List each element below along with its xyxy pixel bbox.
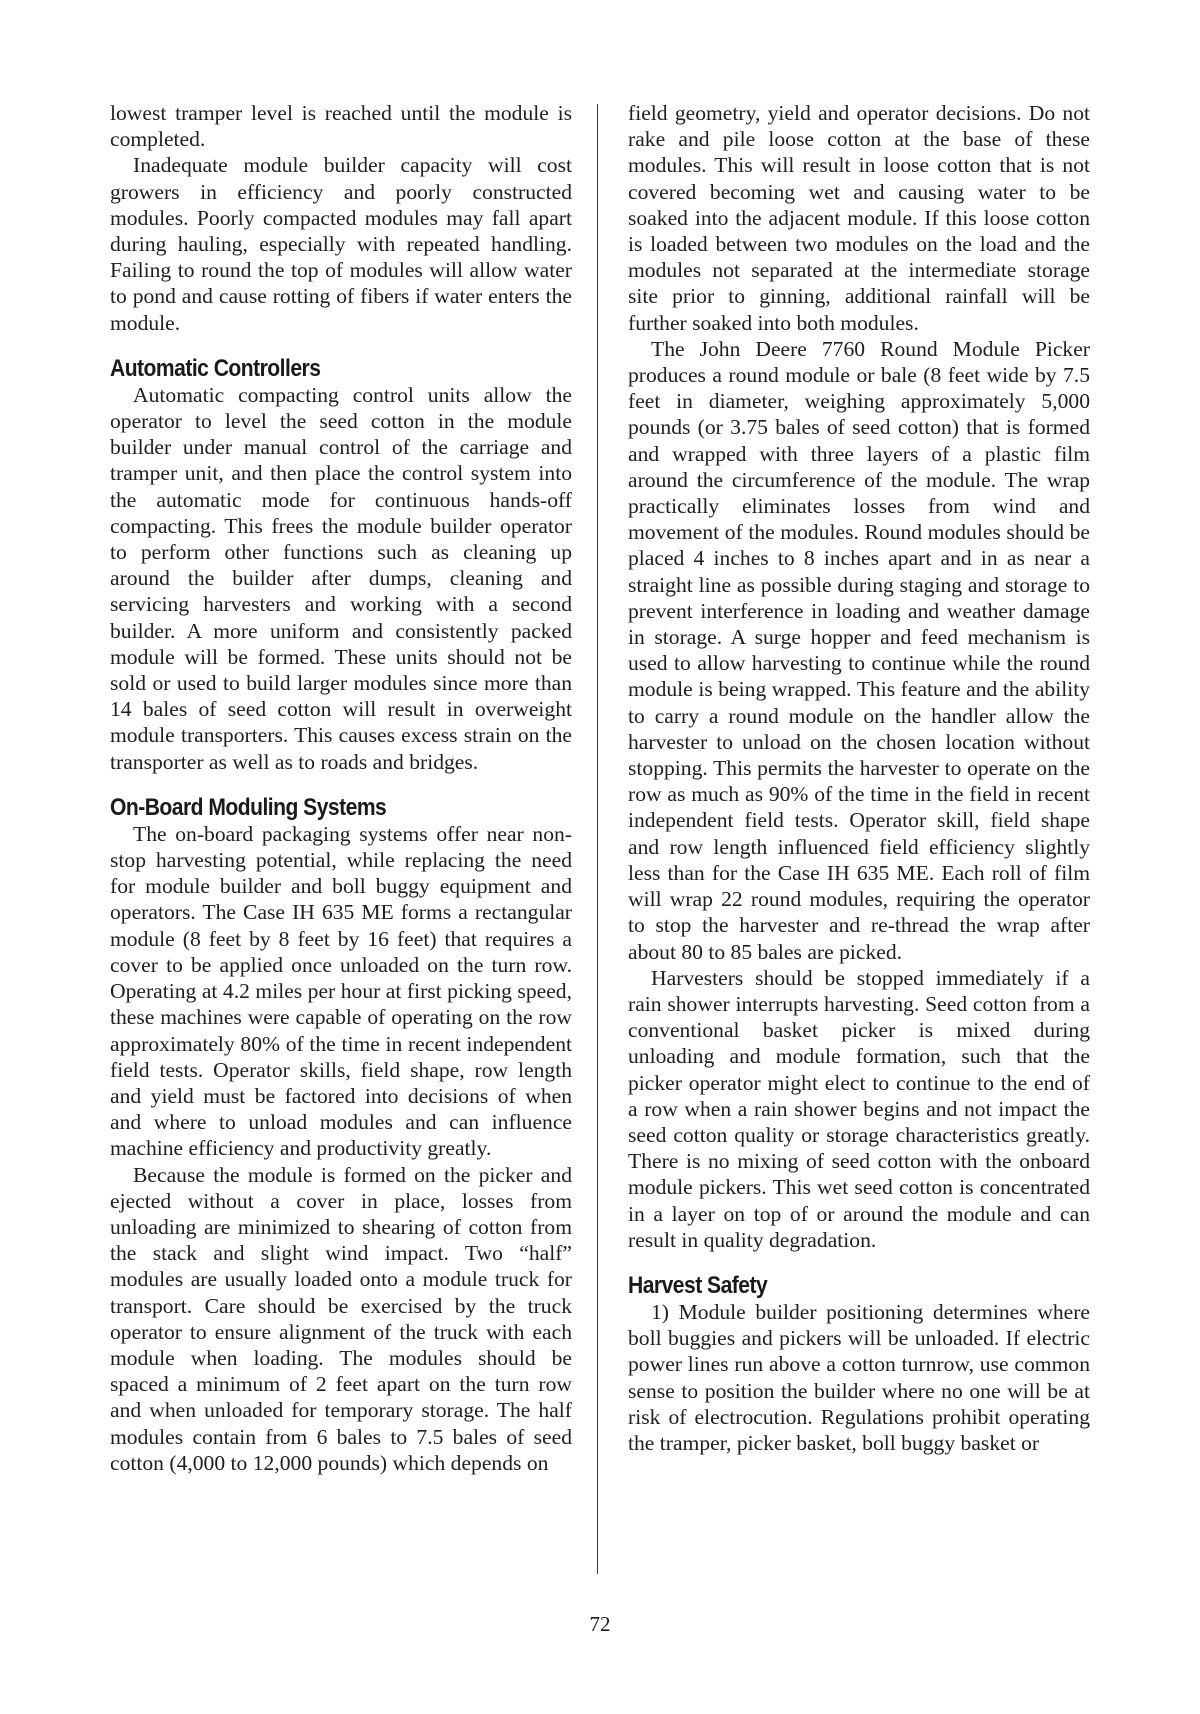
left-column — [110, 100, 572, 1476]
paragraph: The on-board packaging systems offer near non-stop harvesting potential, while replacing the need for module builder and boll buggy equipment and operators. The Case IH 635 ME forms a rectangular module (8 feet by 8 feet by 16 feet) that requires a cover to be applied once unloaded on the turn row. Operating at 4.2 miles per hour at first picking speed, these machines were capable of operating on the row approximately 80% of the time in recent independent field tests. Operator skills, field shape, row length and yield must be factored into decisions of when and where to unload modules and can influence machine efficiency and productivity greatly. — [110, 821, 572, 1161]
page-number: 72 — [589, 1612, 611, 1636]
paragraph: Inadequate module builder capacity will cost growers in efficiency and poorly constructed modules. Poorly compacted modules may fall apart during hauling, especially with repeated handling. Failing to round the top of modules will allow water to pond and cause rotting of fibers if water enters the module. — [110, 153, 572, 335]
column-divider — [597, 104, 598, 1574]
paragraph: 1) Module builder positioning determines where boll buggies and pickers will be unloaded. If electric power lines run above a cotton turnrow, use common sense to position the builder where no one will be at risk of electrocution. Regulations prohibit operating the tramper, picker basket, boll buggy basket or — [628, 1299, 1090, 1455]
paragraph: The John Deere 7760 Round Module Picker produces a round module or bale (8 feet wide by 7.5 feet in diameter, weighing approximately 5,000 pounds (or 3.75 bales of seed cotton) that is formed and wrapped with three layers of a plastic film around the circumference of the module. The wrap practically eliminates losses from wind and movement of the modules. Round modules should be placed 4 inches to 8 inches apart and in as near a straight line as possible during staging and storage to prevent interference in loading and weather damage in storage. A surge hopper and feed mechanism is used to allow harvesting to continue while the round module is being wrapped. This feature and the ability to carry a round module on the handler allow the harvester to unload on the chosen location without stopping. This permits the harvester to operate on the row as much as 90% of the time in the field in recent independent field tests. Operator skill, field shape and row length influenced field efficiency slightly less than for the Case IH 635 ME. Each roll of film will wrap 22 round modules, requiring the operator to stop the harvester and re-thread the wrap after about 80 to 85 bales are picked. — [628, 336, 1090, 964]
section-heading-harvest-safety: Harvest Safety — [628, 1271, 768, 1299]
paragraph: Because the module is formed on the picker and ejected without a cover in place, losses from unloading are minimized to shearing of cotton from the stack and slight wind impact. Two “half” modules are usually loaded onto a module truck for transport. Care should be exercised by the truck operator to ensure alignment of the truck with each module when loading. The modules should be spaced a minimum of 2 feet apart on the turn row and when unloaded for temporary storage. The half modules contain from 6 bales to 7.5 bales of seed cotton (4,000 to 12,000 pounds) which depends on — [110, 1162, 572, 1475]
section-heading-on-board-moduling: On-Board Moduling Systems — [110, 793, 387, 821]
paragraph: lowest tramper level is reached until the module is completed. — [110, 101, 572, 152]
right-column — [628, 100, 1090, 1456]
paragraph: field geometry, yield and operator decisions. Do not rake and pile loose cotton at the base of these modules. This will result in loose cotton that is not covered becoming wet and causing water to be soaked into the adjacent module. If this loose cotton is loaded between two modules on the load and the modules not separated at the intermediate storage site prior to ginning, additional rainfall will be further soaked into both modules. — [628, 101, 1090, 335]
section-heading-automatic-controllers: Automatic Controllers — [110, 354, 321, 382]
paragraph: Automatic compacting control units allow the operator to level the seed cotton in the module builder under manual control of the carriage and tramper unit, and then place the control system into the automatic mode for continuous hands-off compacting. This frees the module builder operator to perform other functions such as cleaning up around the builder after dumps, cleaning and servicing harvesters and working with a second builder. A more uniform and consistently packed module will be formed. These units should not be sold or used to build larger modules since more than 14 bales of seed cotton will result in overweight module transporters. This causes excess strain on the transporter as well as to roads and bridges. — [110, 382, 572, 774]
paragraph: Harvesters should be stopped immediately if a rain shower interrupts harvesting. Seed cotton from a conventional basket picker is mixed during unloading and module formation, such that the picker operator might elect to continue to the end of a row when a rain shower begins and not impact the seed cotton quality or storage characteristics greatly. There is no mixing of seed cotton with the onboard module pickers. This wet seed cotton is concentrated in a layer on top of or around the module and can result in quality degradation. — [628, 965, 1090, 1252]
